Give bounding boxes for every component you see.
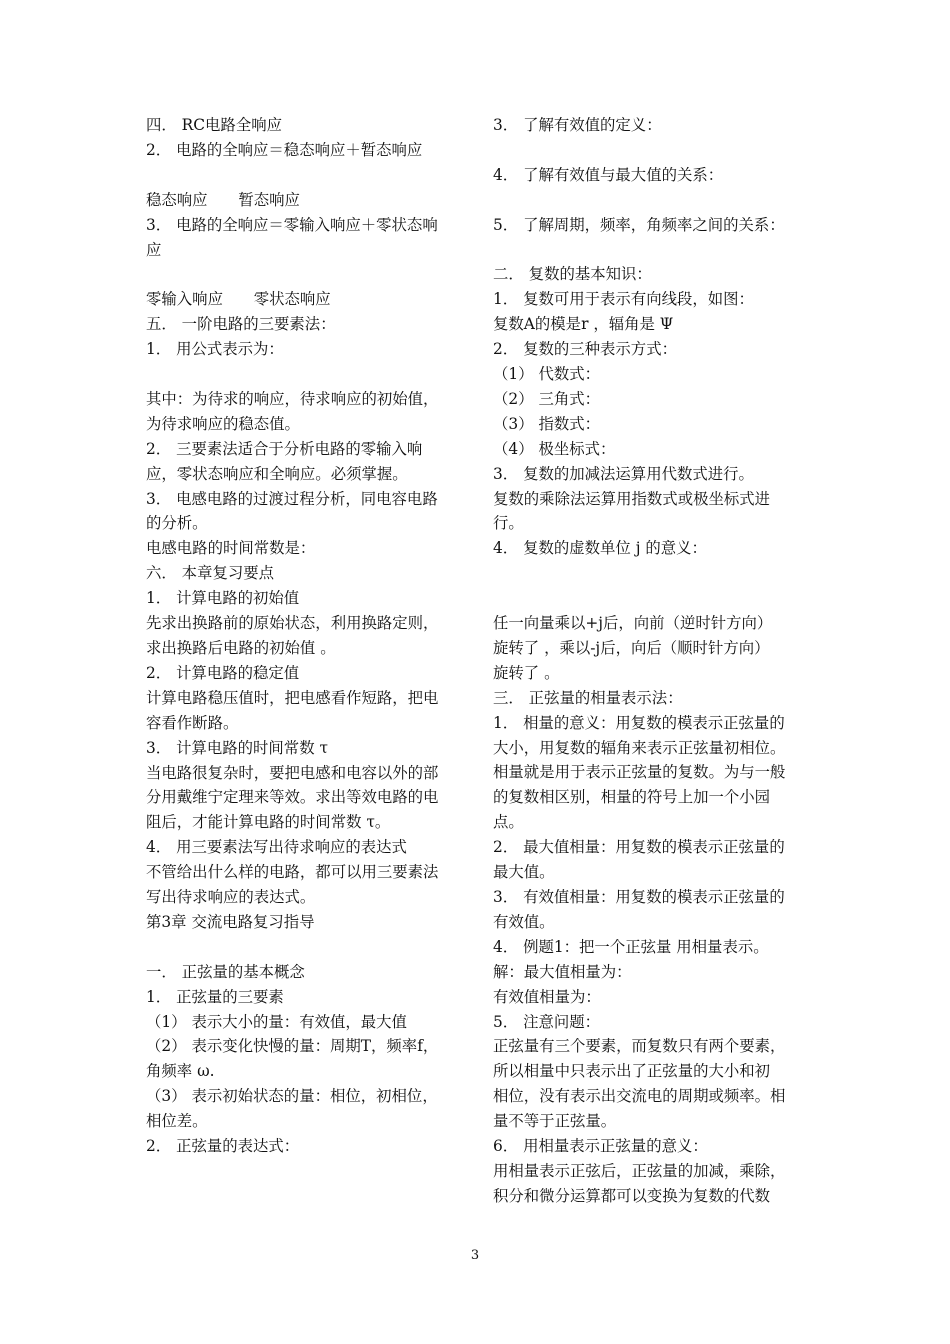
text-line: 2． 正弦量的表达式： [146, 1137, 300, 1156]
text-line: （4） 极坐标式： [493, 439, 616, 458]
text-line: 有效值。 [493, 912, 555, 931]
text-line: 3． 计算电路的时间常数 τ [146, 738, 328, 757]
text-line: （3） 指数式： [493, 414, 601, 433]
text-line: 积分和微分运算都可以变换为复数的代数 [493, 1186, 771, 1205]
text-line: 有效值相量为： [493, 987, 601, 1006]
text-line: 五． 一阶电路的三要素法： [146, 315, 336, 334]
text-line: 写出待求响应的表达式。 [146, 888, 316, 907]
text-line: 复数A的模是r ，辐角是 Ψ [493, 315, 674, 334]
left-column [146, 113, 464, 1159]
text-line: 应 [146, 240, 162, 259]
text-line: 四． RC电路全响应 [146, 116, 282, 134]
text-line [146, 935, 464, 960]
text-line: （2） 三角式： [493, 389, 601, 408]
text-line: 3． 电感电路的过渡过程分析，同电容电路 [146, 489, 438, 508]
text-line: 任一向量乘以+j后，向前（逆时针方向） [493, 614, 773, 633]
text-line: 相位，没有表示出交流电的周期或频率。相 [493, 1087, 786, 1106]
text-line: 行。 [493, 514, 524, 533]
text-line: 4． 用三要素法写出待求响应的表达式 [146, 838, 407, 857]
text-line: 1． 相量的意义：用复数的模表示正弦量的 [493, 713, 785, 732]
right-column [493, 113, 811, 1209]
text-line: 容看作断路。 [146, 713, 239, 732]
text-line [146, 362, 464, 387]
text-line: 4． 例题1：把一个正弦量 用相量表示。 [493, 937, 769, 956]
text-line: 阻后，才能计算电路的时间常数 τ。 [146, 813, 391, 832]
text-line: 点。 [493, 813, 524, 832]
text-line: 六． 本章复习要点 [146, 564, 275, 583]
text-line: 解：最大值相量为： [493, 962, 632, 981]
chapter-heading: 第3章 交流电路复习指导 [146, 912, 315, 931]
text-line: 量不等于正弦量。 [493, 1112, 617, 1131]
text-line: 5． 了解周期，频率，角频率之间的关系： [493, 215, 785, 234]
text-line: 2． 计算电路的稳定值 [146, 663, 300, 682]
text-line: 一． 正弦量的基本概念 [146, 962, 305, 981]
text-line: 3． 复数的加减法运算用代数式进行。 [493, 464, 754, 483]
text-line: 最大值。 [493, 863, 555, 882]
text-line [493, 138, 811, 163]
text-line: 其中：为待求的响应，待求响应的初始值， [146, 389, 439, 408]
text-line: 正弦量有三个要素，而复数只有两个要素， [493, 1037, 786, 1056]
text-line: 2． 三要素法适合于分析电路的零输入响 [146, 439, 423, 458]
text-line: 的复数相区别，相量的符号上加一个小园 [493, 788, 771, 807]
text-line: 不管给出什么样的电路，都可以用三要素法 [146, 863, 439, 882]
text-line: 3． 了解有效值的定义： [493, 116, 662, 134]
text-line [146, 163, 464, 188]
text-line: 电感电路的时间常数是： [146, 539, 316, 558]
text-line: 相量就是用于表示正弦量的复数。为与一般 [493, 763, 786, 782]
text-line [493, 586, 811, 611]
text-line: 4． 复数的虚数单位 j 的意义： [493, 539, 707, 558]
text-line: 1． 计算电路的初始值 [146, 589, 300, 608]
text-line: 复数的乘除法运算用指数式或极坐标式进 [493, 489, 771, 508]
text-line: 为待求响应的稳态值。 [146, 414, 300, 433]
text-line: 三． 正弦量的相量表示法： [493, 688, 683, 707]
text-line: 零输入响应 零状态响应 [146, 290, 331, 309]
text-line: 2． 电路的全响应＝稳态响应＋暂态响应 [146, 140, 423, 159]
text-line: 1． 用公式表示为： [146, 340, 284, 359]
text-line: 2． 复数的三种表示方式： [493, 340, 677, 359]
text-line: 的分析。 [146, 514, 208, 533]
text-line: 所以相量中只表示出了正弦量的大小和初 [493, 1062, 771, 1081]
text-line: 旋转了 ，乘以-j后，向后（顺时针方向） [493, 638, 770, 657]
text-line: 旋转了 。 [493, 663, 560, 682]
text-line: 当电路很复杂时，要把电感和电容以外的部 [146, 763, 439, 782]
text-line: 相位差。 [146, 1112, 208, 1131]
text-line: 求出换路后电路的初始值 。 [146, 638, 336, 657]
text-line: 1． 正弦量的三要素 [146, 987, 284, 1006]
text-line: 应，零状态响应和全响应。必须掌握。 [146, 464, 408, 483]
text-line: 先求出换路前的原始状态，利用换路定则， [146, 614, 439, 633]
text-line: 角频率 ω. [146, 1062, 215, 1081]
text-line [146, 262, 464, 287]
text-line: 分用戴维宁定理来等效。求出等效电路的电 [146, 788, 439, 807]
text-line: 用相量表示正弦后，正弦量的加减，乘除， [493, 1161, 786, 1180]
text-line: 3． 电路的全响应＝零输入响应＋零状态响 [146, 215, 438, 234]
text-line [493, 238, 811, 263]
text-line: 大小，用复数的辐角来表示正弦量初相位。 [493, 738, 786, 757]
text-line: 2． 最大值相量：用复数的模表示正弦量的 [493, 838, 785, 857]
text-line: 4． 了解有效值与最大值的关系： [493, 165, 724, 184]
page-number: 3 [470, 1248, 480, 1263]
text-line: 计算电路稳压值时，把电感看作短路，把电 [146, 688, 439, 707]
text-line: 1． 复数可用于表示有向线段，如图： [493, 290, 754, 309]
text-line: 二． 复数的基本知识： [493, 265, 652, 284]
text-line: （1） 代数式： [493, 365, 601, 384]
text-line [493, 188, 811, 213]
text-line: 5． 注意问题： [493, 1012, 601, 1031]
text-line: （1） 表示大小的量：有效值，最大值 [146, 1012, 407, 1031]
text-line: （2） 表示变化快慢的量：周期T，频率f， [146, 1037, 439, 1056]
text-line: 稳态响应 暂态响应 [146, 190, 300, 209]
text-line: 6． 用相量表示正弦量的意义： [493, 1137, 708, 1156]
text-line: （3） 表示初始状态的量：相位，初相位， [146, 1087, 438, 1106]
text-line [493, 561, 811, 586]
text-line: 3． 有效值相量：用复数的模表示正弦量的 [493, 888, 785, 907]
